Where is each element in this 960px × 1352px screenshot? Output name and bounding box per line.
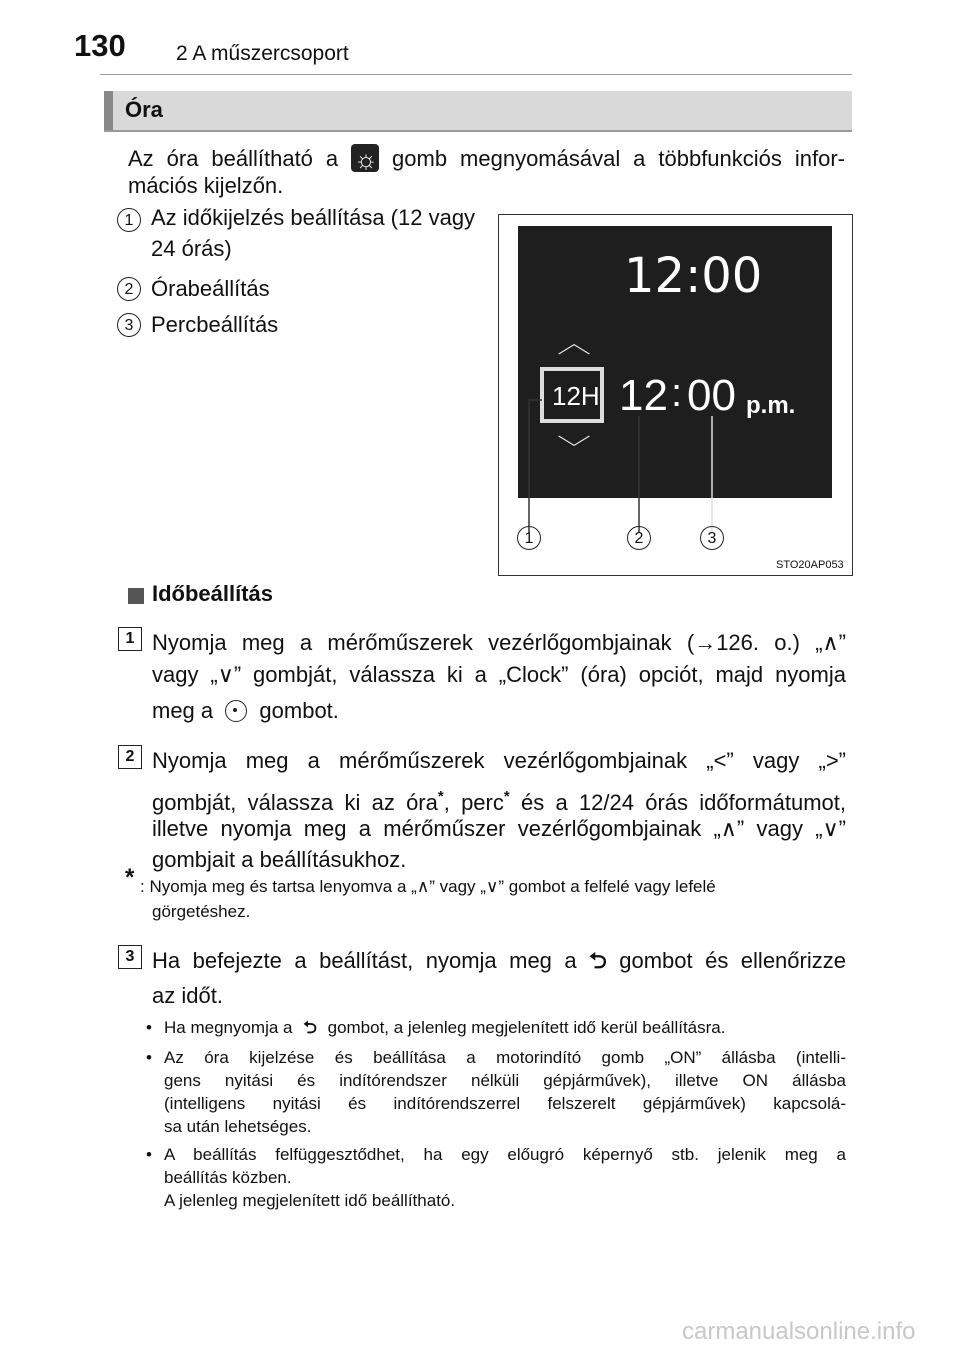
step-1-line-2: vagy „∨” gombját, válassza ki a „Clock” (óra) opciót, majd nyomja	[152, 662, 846, 687]
time-colon: :	[671, 371, 683, 415]
callout-3-icon: 3	[700, 526, 724, 550]
callout-2-icon: 2	[627, 526, 651, 550]
bullet-2-line-3: (intelligens nyitási és indítórendszerrel felszerelt gépjárművek) kapcsolá-	[164, 1094, 846, 1113]
bullet-2-line-2: gens nyitási és indítórendszer nélküli gépjárművek), illetve ON állásba	[164, 1071, 846, 1090]
bullet-dot: •	[146, 1145, 152, 1164]
subsection-title: Időbeállítás	[152, 581, 274, 606]
step-3-line-1: Ha befejezte a beállítást, nyomja meg a ⮌ gombot és ellenőrizze	[152, 948, 846, 973]
bullet-2-line-1: Az óra kijelzése és beállítása a motorindító gomb „ON” állásba (intelli-	[164, 1048, 846, 1067]
step-1-line-1: Nyomja meg a mérőműszerek vezérlőgombjainak (→126. o.) „∧”	[152, 630, 846, 655]
back-return-icon: ⮌	[589, 948, 607, 973]
bullet-1-line-1: Ha megnyomja a ⮌ gombot, a jelenleg megjelenített idő kerül beállításra.	[164, 1018, 726, 1037]
subsection-square-icon	[128, 588, 144, 604]
callout-leader-lines	[498, 214, 853, 576]
up-arrow-icon: ︿	[557, 331, 591, 358]
bullet-2-line-4: sa után lehetséges.	[164, 1117, 312, 1136]
down-arrow-icon: ﹀	[557, 435, 591, 462]
ampm-indicator: p.m.	[746, 392, 796, 419]
footnote-line-1: : Nyomja meg és tartsa lenyomva a „∧” vagy „∨” gombot a felfelé vagy lefelé	[140, 877, 716, 896]
bullet-3-line-1: A beállítás felfüggesztődhet, ha egy előugró képernyő stb. jelenik meg a	[164, 1145, 846, 1164]
bullet-3-line-3: A jelenleg megjelenített idő beállítható.	[164, 1191, 456, 1210]
figure-code: STO20AP053	[776, 559, 844, 571]
hours-value: 12	[619, 371, 668, 420]
header-divider	[100, 74, 852, 75]
ok-button-icon	[225, 700, 247, 722]
section-heading	[104, 91, 852, 131]
minutes-value: 00	[687, 371, 736, 420]
step-2-number: 2	[118, 745, 142, 769]
bullet-dot: •	[146, 1048, 152, 1067]
back-return-icon: ⮌	[303, 1018, 317, 1037]
step-2-line-1: Nyomja meg a mérőműszerek vezérlőgombjainak „<” vagy „>”	[152, 748, 846, 773]
step-1-line-3: meg a gombot.	[152, 698, 339, 723]
step-2-line-2: gombját, válassza ki az óra*, perc* és a 12/24 órás időformátumot,	[152, 788, 846, 815]
callout-number-icon: 3	[117, 313, 141, 337]
step-2-line-3: illetve nyomja meg a mérőműszer vezérlőgombjainak „∧” vagy „∨”	[152, 816, 846, 841]
top-time-readout: 12:00	[624, 248, 763, 304]
callout-1-icon: 1	[517, 526, 541, 550]
step-3-line-2: az időt.	[152, 983, 223, 1008]
footnote-line-2: görgetéshez.	[152, 902, 251, 921]
section-divider	[104, 130, 852, 132]
step-3-number: 3	[118, 945, 142, 969]
step-1-number: 1	[118, 627, 142, 651]
callout-number-icon: 1	[117, 208, 141, 232]
format-12h-label: 12H	[552, 381, 600, 411]
intro-line-1: Az óra beállítható a ☼ gomb megnyomásával a többfunkciós infor-	[128, 141, 845, 177]
page-number: 130	[74, 28, 126, 63]
bullet-dot: •	[146, 1018, 152, 1037]
footnote-star: *	[125, 864, 135, 891]
watermark: carmanualsonline.info	[682, 1318, 916, 1345]
callout-number-icon: 2	[117, 277, 141, 301]
settings-gear-icon	[351, 144, 379, 172]
intro-line-2: mációs kijelzőn.	[128, 173, 284, 198]
section-title: Óra	[125, 97, 163, 122]
step-2-line-4: gombjait a beállításukhoz.	[152, 847, 407, 872]
chapter-title: 2 A műszercsoport	[176, 42, 349, 65]
bullet-3-line-2: beállítás közben.	[164, 1168, 292, 1187]
